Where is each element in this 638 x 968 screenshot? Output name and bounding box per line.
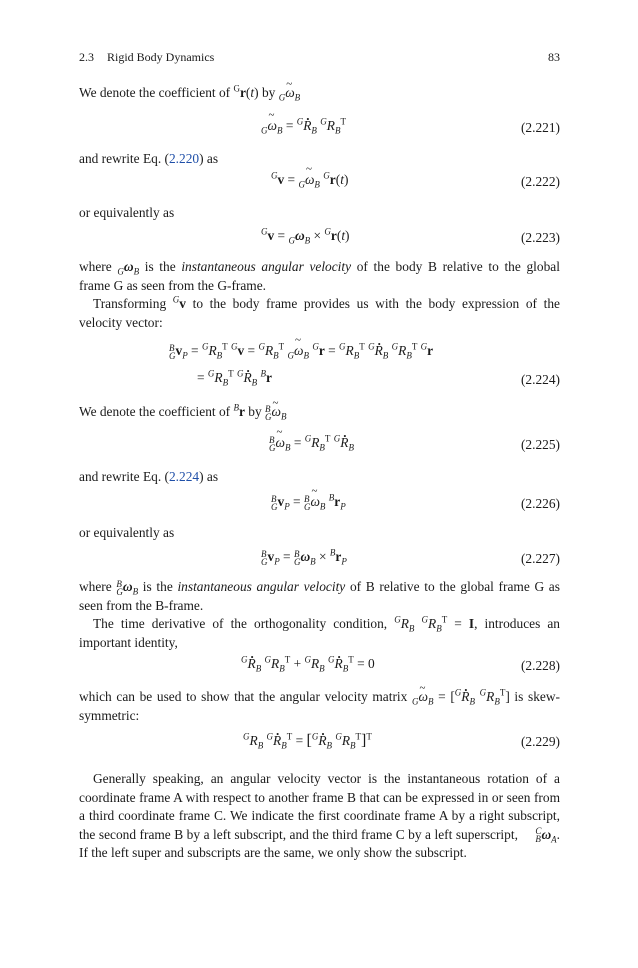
text-run: or equivalently as (79, 205, 175, 220)
equation-number: (2.226) (520, 496, 560, 511)
paragraph: where B G $\omega_B$ is the instantaneous angular velocity of B relative to the global frame G as seen from the B-frame. (79, 578, 560, 613)
equation-number: (2.221) (520, 120, 560, 135)
text-run: which can be used to show that the angular velocity matrix (79, 689, 408, 704)
text-run: is the (144, 259, 176, 274)
text-run: of the body B relative to the global frame G as seen from the G-frame. (79, 259, 560, 293)
equation-link[interactable]: 2.224 (168, 469, 200, 484)
equation-number: (2.228) (520, 658, 560, 673)
section-number: 2.3 (79, 50, 94, 64)
text-run: Transforming (93, 296, 167, 311)
equation-number: (2.224) (520, 372, 560, 387)
text-run: ) as (199, 469, 219, 484)
emphasis: instantaneous angular velocity (181, 259, 352, 274)
paragraph: where $_G\omega_B$ is the instantaneous angular velocity of the body B relative to the global frame G as seen from the G-frame. (79, 259, 560, 293)
text-run: is skew-symmetric: (79, 689, 560, 723)
emphasis: instantaneous angular velocity (177, 579, 346, 594)
text-run: and rewrite Eq. ( (79, 469, 169, 484)
text-run: where (79, 259, 112, 274)
equation-number: (2.225) (520, 437, 560, 452)
text-run: We denote the coefficient of (79, 85, 231, 100)
equation-2-226: B G $v_P$ = B G ~ $\omega_B$ $^Br_P$ (2.226) (79, 494, 560, 516)
text-run: or equivalently as (79, 525, 175, 540)
paragraph: Transforming $^G$v to the body frame provides us with the body expression of the velocity vector: (79, 294, 560, 330)
paragraph: We denote the coefficient of $^B$r by B G ~ $\omega_B$ (79, 403, 560, 422)
equation-2-222: $^G$v = $_G$~ $\omega_B$ $^G$r(t) (2.222) (79, 172, 560, 194)
paragraph (79, 524, 560, 543)
paragraph: We denote the coefficient of $^G$r(t) by $_G$~ $\omega_B$ (79, 84, 560, 103)
text-run: where (79, 579, 112, 594)
text-run: of B relative to the global frame G as seen from the B-frame. (79, 579, 560, 613)
equation-2-229: $^GR_B$ $^G$. $R_B^T = [^G$. $R_B$ $^GR_B^T]^T$ (2.229) (79, 732, 560, 754)
text-run: We denote the coefficient of (79, 404, 231, 419)
text-run: by (248, 404, 262, 419)
page-number: 83 (548, 50, 560, 64)
equation-2-227: B G $v_P$ = B G $\omega_B \times ^Br_P$ (2.227) (261, 547, 560, 567)
text-run: . If the left super and subscripts are the same, we only show the subscript. (79, 826, 560, 860)
equation-number: (2.227) (520, 551, 560, 566)
text-run: The time derivative of the orthogonality condition, (93, 616, 388, 631)
text-run: and rewrite Eq. ( (79, 151, 169, 166)
paragraph: Generally speaking, an angular velocity vector is the instantaneous rotation of a coordinate frame A with respect to another frame B that can be expressed in or seen from a third coordinate frame C. We indicate the first coordinate frame A by a right subscript, the second frame B by a left subscript, and the third frame C by a left superscript, C B $\omega_A$. If the left super and subscripts are the same, we only show the subscript. (79, 771, 560, 860)
paragraph (79, 468, 560, 487)
text-run: to the body frame provides us with the body expression of the velocity vector: (79, 296, 560, 330)
section-title: Rigid Body Dynamics (107, 50, 215, 64)
equation-2-221: $_G$~ $\omega_B = ^G$. $R_B$ $^GR_B^T$ (2.221) (79, 118, 560, 140)
text-run: is the (142, 579, 173, 594)
equation-2-224-line1: B G $v_P = ^GR_B^T$ $^Gv = ^GR_B^T$ $_G$~ $\omega_B$ $^Gr = ^GR_B^T$ $^G$. $R_B$ $^GR_B^T$ $^G$r (79, 343, 560, 365)
text-run: ) as (199, 151, 219, 166)
running-header (79, 50, 560, 65)
equation-number: (2.223) (520, 230, 560, 245)
text-run: by (261, 85, 276, 100)
equation-2-224-line2: = $^GR_B^T$ $^G$. $R_B$ $^B$r (2.224) (79, 370, 560, 392)
equation-number: (2.229) (520, 734, 560, 749)
paragraph: which can be used to show that the angular velocity matrix $_G$~ $\omega_B = [^G$. $R_B$ $^GR_B^T$] is skew-symmetric: (79, 688, 560, 725)
equation-number: (2.222) (520, 174, 560, 189)
paragraph (79, 150, 560, 169)
text-run: Generally speaking, an angular velocity vector is the instantaneous rotation of a coordinate frame A with respect to another frame B that can be expressed in or seen from a third coordinate frame C. We indicate the first coordinate frame A by a right subscript, the second frame B by a left subscript, and the third frame C by a left superscript, (79, 771, 560, 842)
equation-link[interactable]: 2.220 (168, 151, 200, 166)
paragraph (79, 204, 560, 223)
equation-2-225: B G ~ $\omega_B = ^GR_B^T$ $^G$. $R_B$ (2.225) (79, 435, 560, 457)
equation-2-223: $^Gv = _G\omega_B \times ^Gr(t)$ (2.223) (261, 226, 560, 246)
paragraph: The time derivative of the orthogonality condition, $^GR_B$ $^GR_B^T = I$, introduces an important identity, (79, 614, 560, 650)
equation-2-228: $^G$. $R_B$ $^GR_B^T + ^GR_B$ $^G$. $R_B^T = 0$ (2.228) (79, 656, 560, 678)
text-run: , introduces an important identity, (79, 616, 560, 650)
